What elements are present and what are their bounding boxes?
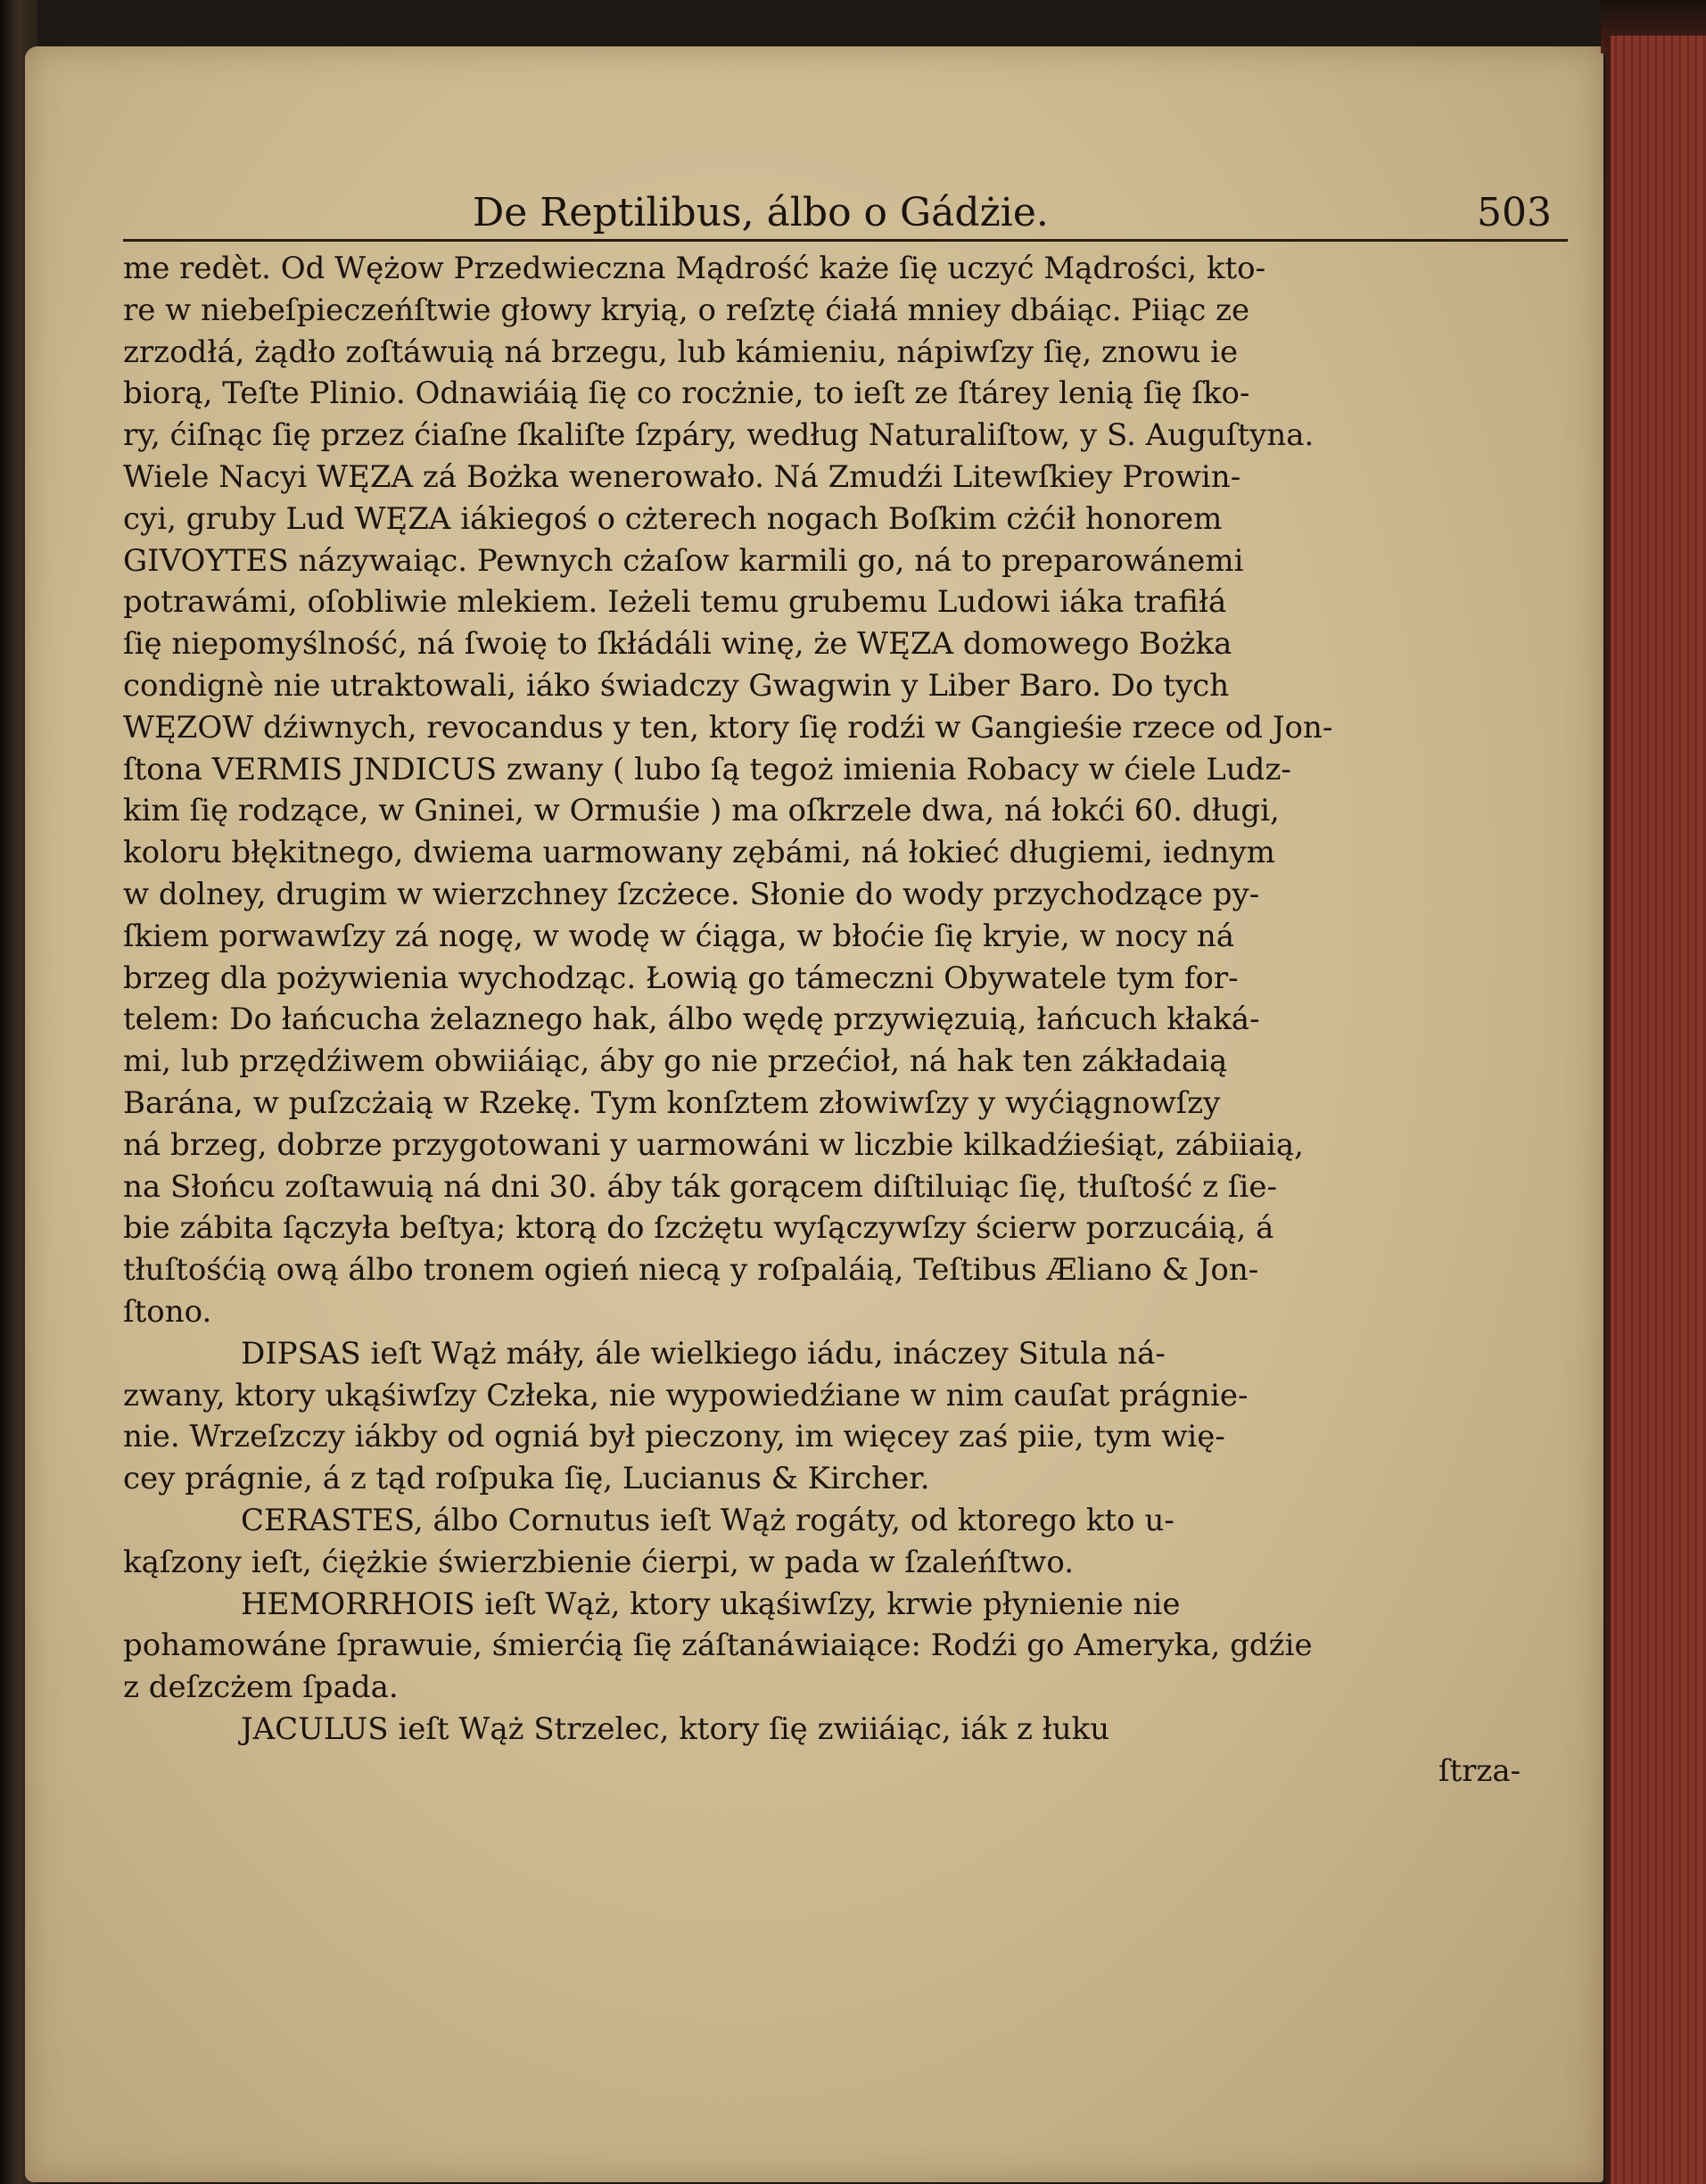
catchword: ſtrza- xyxy=(1438,1752,1521,1789)
header-rule xyxy=(123,239,1568,242)
text-line: WĘZOW dźiwnych, revocandus y ten, ktory ſię rodźi w Gangieśie rzece od Jon- xyxy=(123,709,1333,746)
text-line: kim ſię rodzące, w Gninei, w Ormuśie ) ma oſkrzele dwa, ná łokći 60. długi, xyxy=(123,793,1280,829)
running-header xyxy=(123,178,1586,248)
text-line: tłuſtośćią ową álbo tronem ogień niecą y roſpaláią, Teſtibus Æliano & Jon- xyxy=(123,1252,1259,1289)
text-line: Wiele Nacyi WĘZA zá Bożka wenerowało. Ná Zmudźi Litewſkiey Prowin- xyxy=(123,458,1241,495)
text-line: w dolney, drugim w wierzchney ſzcżece. Słonie do wody przychodzące py- xyxy=(123,876,1260,912)
text-block xyxy=(123,178,1586,1792)
text-line: Barána, w puſzcżaią w Rzekę. Tym konſztem złowiwſzy y wyćiągnowſzy xyxy=(123,1084,1221,1121)
text-line: re w niebeſpieczeńſtwie głowy kryią, o reſztę ćiałá mniey dbáiąc. Piiąc ze xyxy=(123,292,1250,328)
text-line: pohamowáne ſprawuie, śmierćią ſię záſtanáwiaiące: Rodźi go Ameryka, gdźie xyxy=(123,1628,1313,1664)
entry-jaculus: JACULUS ieſt Wąż Strzelec, ktory ſię zwiiáiąc, iák z łuku xyxy=(241,1710,1110,1747)
text-line: ry, ćiſnąc ſię przez ćiaſne ſkaliſte ſzpáry, według Naturaliſtow, y S. Auguſtyna. xyxy=(123,417,1315,454)
text-line: ſię niepomyślność, ná ſwoię to ſkłádáli winę, że WĘZA domowego Bożka xyxy=(123,626,1232,663)
entry-cerastes: CERASTES, álbo Cornutus ieſt Wąż rogáty, od ktorego kto u- xyxy=(241,1502,1174,1538)
page-number: 503 xyxy=(1477,190,1552,235)
text-line: condignè nie utraktowali, iáko świadczy Gwagwin y Liber Baro. Do tych xyxy=(123,667,1230,704)
text-line: ná brzeg, dobrze przygotowani y uarmowáni w liczbie kilkadźieśiąt, zábiiaią, xyxy=(123,1126,1304,1163)
text-line: zwany, ktory ukąśiwſzy Człeka, nie wypowiedźiane w nim cauſat prágnie- xyxy=(123,1377,1249,1413)
entry-hemorrhois: HEMORRHOIS ieſt Wąż, ktory ukąśiwſzy, krwie płynienie nie xyxy=(241,1586,1181,1622)
text-line: kąſzony ieſt, ćiężkie świerzbienie ćierpi, w pada w ſzaleńſtwo. xyxy=(123,1544,1075,1580)
text-line: ſkiem porwawſzy zá nogę, w wodę w ćiąga, w błoćie ſię kryie, w nocy ná xyxy=(123,918,1235,954)
text-line: koloru błękitnego, dwiema uarmowany zębámi, ná łokieć długiemi, iednym xyxy=(123,835,1275,871)
text-line: brzeg dla pożywienia wychodząc. Łowią go támeczni Obywatele tym for- xyxy=(123,960,1239,996)
text-line: cyi, gruby Lud WĘZA iákiegoś o cżterech nogach Boſkim cżćił honorem xyxy=(123,500,1223,537)
text-line: potrawámi, oſobliwie mlekiem. Ieżeli temu grubemu Ludowi iáka trafiłá xyxy=(123,584,1227,621)
running-title: De Reptilibus, álbo o Gádżie. xyxy=(473,190,1049,235)
text-line: GIVOYTES názywaiąc. Pewnych cżaſow karmili go, ná to preparowánemi xyxy=(123,542,1244,579)
text-line: me redèt. Od Wężow Przedwieczna Mądrość każe ſię uczyć Mądrości, kto- xyxy=(123,251,1266,286)
text-line: z deſzcżem ſpada. xyxy=(123,1669,399,1706)
text-line: mi, lub przędźiwem obwiiáiąc, áby go nie przećioł, ná hak ten zákładaią xyxy=(123,1043,1228,1080)
text-line: ſtona VERMIS JNDICUS zwany ( lubo ſą tegoż imienia Robacy w ćiele Ludz- xyxy=(123,751,1291,787)
text-line: zrzodłá, żądło zoſtáwuią ná brzegu, lub kámieniu, nápiwſzy ſię, znowu ie xyxy=(123,334,1239,370)
text-line: bie zábita ſączyła beſtya; ktorą do ſzcżętu wyſączywſzy ścierw porzucáią, á xyxy=(123,1210,1274,1247)
text-line: cey prágnie, á z tąd roſpuka ſię, Lucianus & Kircher. xyxy=(123,1461,930,1497)
text-line: telem: Do łańcucha żelaznego hak, álbo wędę przywięzuią, łańcuch kłaká- xyxy=(123,1001,1260,1038)
text-line: biorą, Teſte Plinio. Odnawiáią ſię co rocżnie, to ieſt ze ſtárey lenią ſię ſko- xyxy=(123,375,1250,412)
text-line: ſtono. xyxy=(123,1293,212,1330)
text-line: na Słońcu zoſtawuią ná dni 30. áby ták gorącem diſtiluiąc ſię, tłuſtość z ſie- xyxy=(123,1168,1277,1205)
red-page-edges xyxy=(1605,36,1706,2184)
entry-dipsas: DIPSAS ieſt Wąż máły, ále wielkiego iádu, ináczey Situla ná- xyxy=(241,1335,1166,1372)
text-line: nie. Wrzeſzczy iákby od ogniá był pieczony, im więcey zaś piie, tym wię- xyxy=(123,1419,1225,1455)
